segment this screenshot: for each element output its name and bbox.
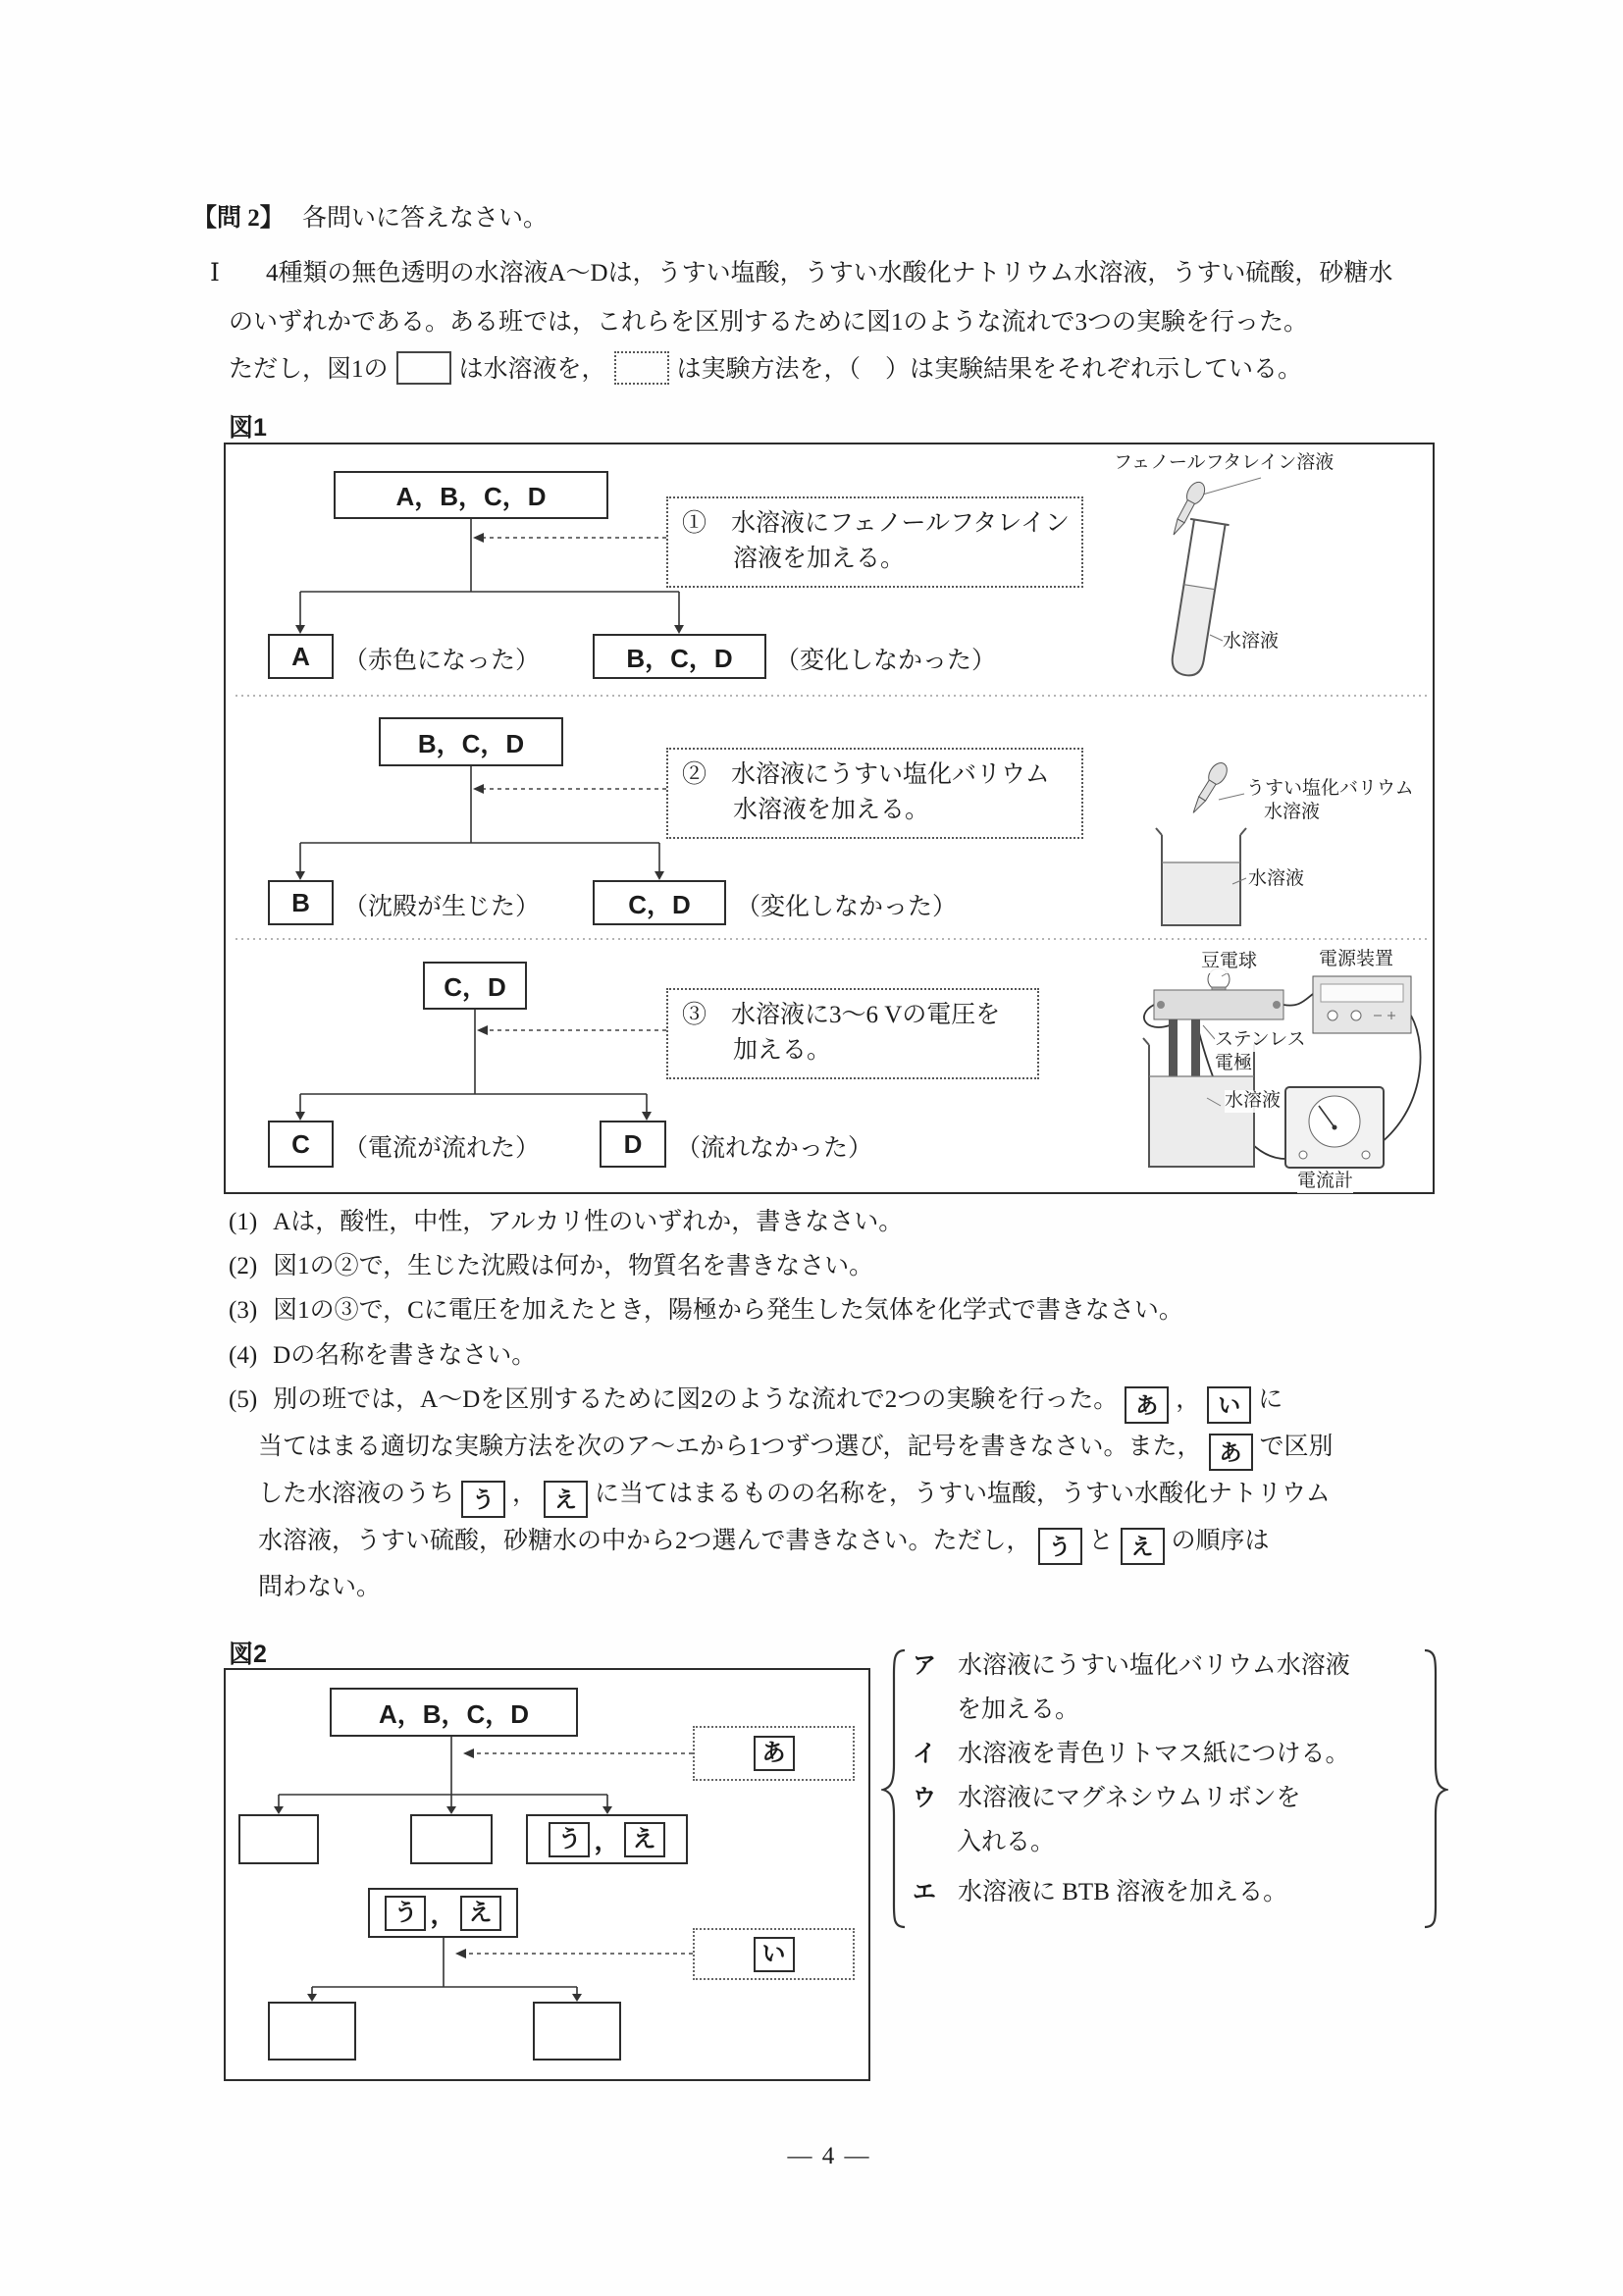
fig2-tree-lines (279, 1737, 607, 1995)
answer-box-e-fig2a: え (624, 1822, 665, 1857)
fig1-method-arrowheads (473, 533, 488, 1035)
answer-box-u-fig2a: う (549, 1822, 590, 1857)
fig1-method-arrows (483, 538, 666, 1030)
question-2 (229, 1250, 873, 1283)
option-u-text-2: 入れる。 (957, 1829, 1056, 1855)
fig2-final-blank-1 (268, 2002, 356, 2061)
fig1-method-2-line2: 水溶液を加える。 (733, 797, 930, 824)
fig1-result-c-note: （電流が流れた） (343, 1135, 541, 1162)
option-a-text-2: を加える。 (957, 1696, 1080, 1723)
fig1-method-1-line2: 溶液を加える。 (733, 546, 906, 573)
q5-l3b: ， (512, 1481, 538, 1507)
fig1-root3-box: C，D (423, 962, 527, 1010)
barium-chloride-dropper-icon (1186, 759, 1244, 817)
answer-box-a-2: あ (1209, 1434, 1253, 1471)
fig1-result-bcd-box: B，C，D (593, 634, 766, 679)
fig1-ill2-reagent-label-2: 水溶液 (1264, 802, 1321, 822)
question-1-number: (1) (229, 1209, 258, 1235)
q5-l1c: に (1258, 1386, 1283, 1413)
solution-symbol-box (396, 351, 451, 385)
intro-line2: のいずれかである。ある班では，これらを区別するために図1のような流れで3つの実験を行った。 (229, 309, 1309, 336)
fig1-tree-lines (300, 519, 679, 1114)
answer-box-e-fig2b: え (460, 1896, 501, 1931)
option-i-label: イ (913, 1741, 936, 1767)
fig1-label: 図1 (229, 414, 267, 442)
fig1-method-1-box (666, 496, 1083, 588)
figure-2 (224, 1668, 870, 2081)
option-e (913, 1876, 1287, 1909)
options-left-brace (881, 1646, 907, 1931)
intro-line1: 4種類の無色透明の水溶液A〜Dは，うすい塩酸，うすい水酸化ナトリウム水溶液，うすい硫酸，砂糖水 (266, 260, 1393, 287)
fig1-ill2-reagent-label-1: うすい塩化バリウム (1246, 778, 1414, 799)
fig1-result-d-note: （流れなかった） (676, 1135, 873, 1162)
fig2-branch-ue-box (526, 1814, 688, 1864)
fig1-result-bcd-note: （変化しなかった） (775, 648, 997, 674)
section-numeral: Ⅰ (210, 260, 220, 287)
option-e-label: エ (913, 1879, 936, 1905)
fig1-ill3-bulb-label: 豆電球 (1201, 951, 1258, 971)
fig1-ill1-solution-label: 水溶液 (1223, 631, 1280, 652)
question-5-number: (5) (229, 1386, 258, 1413)
intro-line3-part2: は水溶液を， (458, 356, 606, 383)
question-3 (229, 1294, 1183, 1328)
question-2-text: 図1の②で，生じた沈殿は何か，物質名を書きなさい。 (273, 1253, 874, 1279)
option-u (913, 1782, 1301, 1815)
fig1-ill3-ammeter-label: 電流計 (1297, 1171, 1354, 1191)
fig1-result-b-note: （沈殿が生じた） (343, 894, 541, 920)
question-4-text: Dの名称を書きなさい。 (273, 1342, 537, 1369)
options-right-brace (1423, 1646, 1448, 1931)
q5-l2a: 当てはまる適切な実験方法を次のア〜エから1つずつ選び，記号を書きなさい。また， (258, 1434, 1202, 1460)
q5-l3a: した水溶液のうち (258, 1481, 455, 1507)
fig2-root-box: A，B，C，D (330, 1688, 578, 1737)
intro-line3-part3: は実験方法を，（ ）は実験結果をそれぞれ示している。 (676, 356, 1303, 383)
answer-box-u: う (461, 1481, 505, 1518)
question-3-number: (3) (229, 1297, 258, 1324)
question-4 (229, 1339, 536, 1373)
power-supply-icon (1313, 976, 1411, 1033)
fig1-result-c-box: C (268, 1121, 334, 1168)
fig1-root-box: A，B，C，D (334, 471, 608, 519)
option-u-text: 水溶液にマグネシウムリボンを (958, 1785, 1301, 1811)
page-number: — 4 — (787, 2143, 871, 2169)
question-5-line2 (258, 1431, 1334, 1471)
question-5-line1 (229, 1383, 1283, 1424)
question-2-number: (2) (229, 1253, 258, 1279)
option-a-label: ア (913, 1652, 936, 1679)
fig1-method-3-box (666, 988, 1039, 1079)
option-i-text: 水溶液を青色リトマス紙につける。 (958, 1741, 1350, 1767)
fig2-comma-2: ， (430, 1900, 456, 1929)
beaker-icon (1156, 828, 1246, 925)
question-5-line4 (258, 1525, 1270, 1565)
option-i (913, 1738, 1350, 1771)
method-box-a: あ (754, 1736, 795, 1771)
fig1-tree-arrowheads (295, 625, 684, 1121)
intro-line3 (229, 351, 1302, 387)
q5-l4a: 水溶液，うすい硫酸，砂糖水の中から2つ選んで書きなさい。ただし， (258, 1528, 1031, 1554)
fig1-result-d-box: D (600, 1121, 666, 1168)
answer-box-e-2: え (1121, 1528, 1165, 1565)
fig1-ill2-solution-label: 水溶液 (1248, 868, 1305, 889)
fig1-ill3-solution-label: 水溶液 (1225, 1090, 1282, 1111)
q5-l1a: 別の班では，A〜Dを区別するために図2のような流れで2つの実験を行った。 (273, 1386, 1119, 1413)
circuit-illustration (1143, 968, 1421, 1168)
fig1-result-cd-box: C，D (593, 880, 726, 925)
fig1-method-3-line2: 加える。 (733, 1037, 832, 1065)
question-5-line3 (258, 1478, 1331, 1518)
question-1 (229, 1206, 903, 1239)
fig2-method-a-dotted-box (693, 1726, 855, 1781)
fig2-final-blank-2 (533, 2002, 621, 2061)
figure-1 (224, 443, 1435, 1194)
answer-box-i: い (1207, 1386, 1251, 1424)
answer-box-u-fig2b: う (385, 1896, 426, 1931)
answer-box-u-2: う (1038, 1528, 1082, 1565)
option-u-label: ウ (913, 1785, 936, 1811)
problem-header (192, 202, 548, 235)
question-3-text: 図1の③で，Cに電圧を加えたとき，陽極から発生した気体を化学式で書きなさい。 (273, 1297, 1183, 1324)
q5-l1b: ， (1176, 1386, 1201, 1413)
option-a-text: 水溶液にうすい塩化バリウム水溶液 (958, 1652, 1350, 1679)
q5-l4c: の順序は (1171, 1528, 1270, 1554)
question-1-text: Aは，酸性，中性，アルカリ性のいずれか，書きなさい。 (273, 1209, 904, 1235)
q5-l3c: に当てはまるものの名称を，うすい塩酸，うすい水酸化ナトリウム (595, 1481, 1331, 1507)
intro-line3-part1: ただし，図1の (229, 356, 389, 383)
fig1-method-2-box (666, 748, 1083, 839)
fig1-result-cd-note: （変化しなかった） (736, 894, 958, 920)
fig2-branch-blank-2 (410, 1814, 493, 1864)
ammeter-icon (1285, 1087, 1384, 1168)
fig1-root2-box: B，C，D (379, 717, 563, 766)
fig1-method-3-line1: ③ 水溶液に3〜6 Vの電圧を (682, 1002, 1001, 1028)
fig1-method-2-line1: ② 水溶液にうすい塩化バリウム (682, 761, 1050, 788)
method-symbol-box (614, 351, 669, 385)
question-5-line5: 問わない。 (258, 1574, 382, 1600)
fig1-ill3-power-label: 電源装置 (1319, 949, 1394, 969)
q5-l4b: と (1088, 1528, 1114, 1554)
test-tube-icon (1166, 519, 1229, 678)
fig1-ill3-electrode-label-2: 電極 (1215, 1053, 1253, 1073)
fig2-comma-1: ， (594, 1826, 620, 1855)
method-box-i: い (754, 1937, 795, 1972)
fig1-result-b-box: B (268, 880, 334, 925)
fig2-root2-ue-box (368, 1888, 518, 1938)
fig2-method-i-dotted-box (693, 1928, 855, 1980)
bulb-icon (1154, 968, 1283, 1019)
fig2-label: 図2 (229, 1641, 267, 1668)
fig1-result-a-note: （赤色になった） (343, 648, 541, 674)
fig1-ill1-reagent-label: フェノールフタレイン溶液 (1114, 452, 1335, 473)
phenolphthalein-dropper-icon (1167, 478, 1261, 539)
problem-number: 【問 2】 (192, 205, 285, 232)
question-4-number: (4) (229, 1342, 258, 1369)
q5-l2b: で区別 (1259, 1434, 1334, 1460)
fig1-ill3-electrode-label-1: ステンレス (1215, 1029, 1306, 1050)
option-e-text: 水溶液に BTB 溶液を加える。 (958, 1879, 1288, 1905)
fig1-method-1-line1: ① 水溶液にフェノールフタレイン (682, 510, 1071, 537)
option-a (913, 1649, 1350, 1683)
fig1-result-a-box: A (268, 634, 334, 679)
fig2-branch-blank-1 (238, 1814, 319, 1864)
answer-box-e: え (544, 1481, 588, 1518)
answer-box-a: あ (1125, 1386, 1169, 1424)
problem-instruction: 各問いに答えなさい。 (302, 205, 549, 232)
